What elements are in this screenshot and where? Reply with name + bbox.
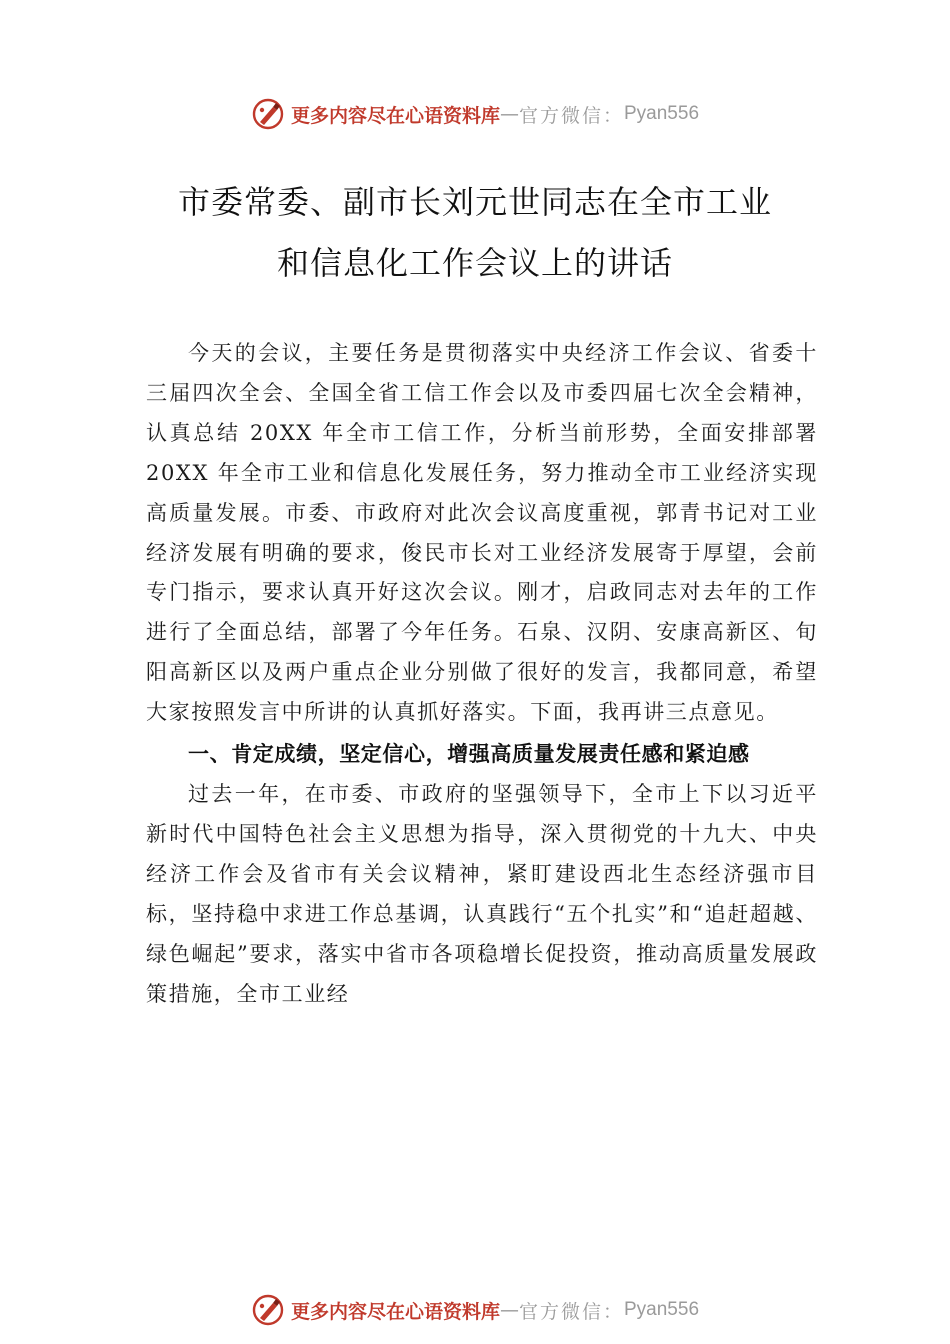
title-line-1: 市委常委、副市长刘元世同志在全市工业 xyxy=(177,183,772,221)
title-line-2: 和信息化工作会议上的讲话 xyxy=(276,244,673,282)
watermark-brand-text: 更多内容尽在心语资料库 xyxy=(290,1300,500,1323)
watermark-banner-bottom xyxy=(0,1290,950,1330)
watermark-brand-text: 更多内容尽在心语资料库 xyxy=(290,104,500,127)
watermark-sub-text: 官方微信： xyxy=(518,104,624,127)
paragraph-intro: 今天的会议，主要任务是贯彻落实中央经济工作会议、省委十三届四次全会、全国全省工信工作会以及市委四届七次全会精神，认真总结 20XX 年全市工信工作，分析当前形势，全面安排部署 20XX 年全市工业和信息化发展任务，努力推动全市工业经济实现高质量发展。市委、市政府对此次会议高度重视，郭青书记对工业经济发展有明确的要求，俊民市长对工业经济发展寄于厚望，会前专门指示，要求认真开好这次会议。刚才，启政同志对去年的工作进行了全面总结，部署了今年任务。石泉、汉阴、安康高新区、旬阳高新区以及两户重点企业分别做了很好的发言，我都同意，希望大家按照发言中所讲的认真抓好落实。下面，我再讲三点意见。 xyxy=(146,341,818,725)
section-heading-1: 一、肯定成绩，坚定信心，增强高质量发展责任感和紧迫感 xyxy=(188,742,750,767)
watermark-banner-top xyxy=(0,94,950,134)
pen-seal-icon xyxy=(251,1293,285,1327)
watermark-dash: — xyxy=(499,103,519,125)
watermark-wechat-id: Pyan556 xyxy=(624,103,700,124)
watermark-sub-text: 官方微信： xyxy=(518,1300,624,1323)
watermark-wechat-id: Pyan556 xyxy=(624,1299,700,1320)
document-body xyxy=(146,334,818,1015)
pen-seal-icon xyxy=(251,97,285,131)
document-title xyxy=(0,172,950,294)
watermark-dash: — xyxy=(499,1299,519,1321)
paragraph-section-1: 过去一年，在市委、市政府的坚强领导下，全市上下以习近平新时代中国特色社会主义思想为指导，深入贯彻党的十九大、中央经济工作会及省市有关会议精神，紧盯建设西北生态经济强市目标，坚持稳中求进工作总基调，认真践行“五个扎实”和“追赶超越、绿色崛起”要求，落实中省市各项稳增长促投资，推动高质量发展政策措施，全市工业经 xyxy=(146,782,818,1006)
